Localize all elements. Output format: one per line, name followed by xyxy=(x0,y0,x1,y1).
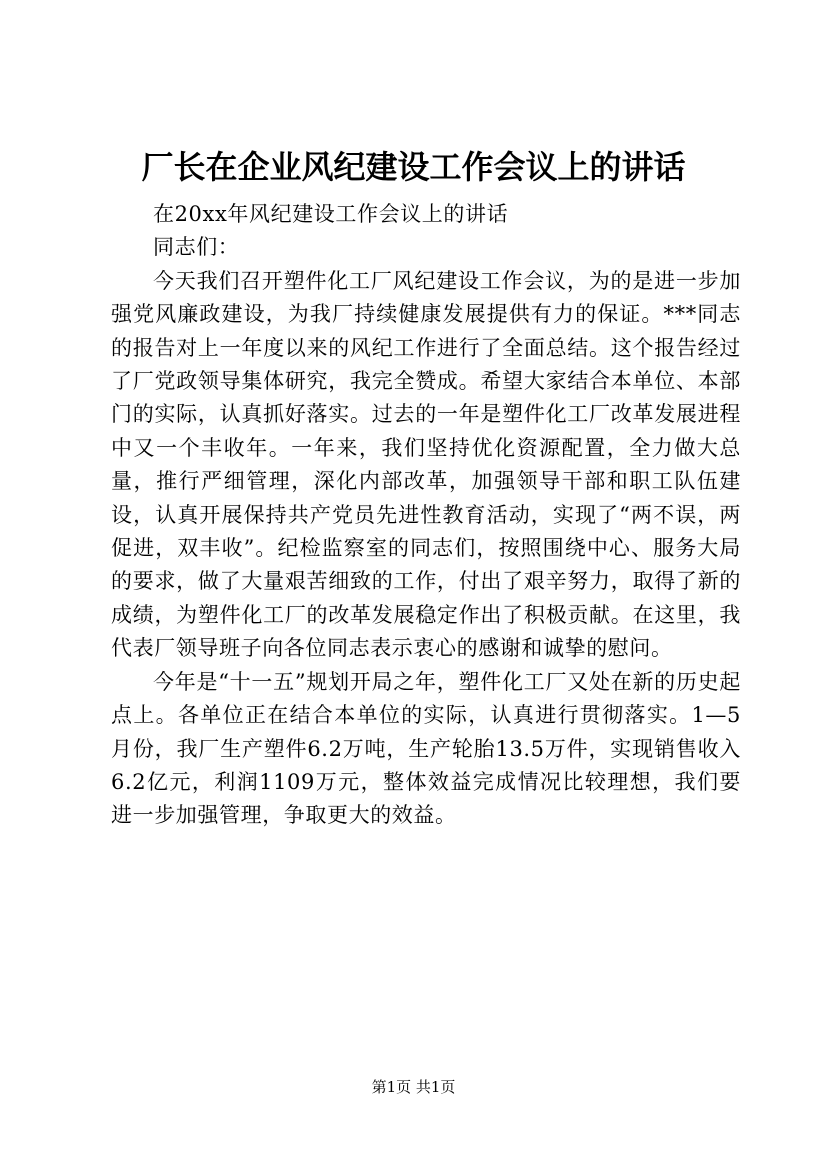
subtitle: 在20xx年风纪建设工作会议上的讲话 xyxy=(153,202,509,226)
salutation: 同志们： xyxy=(153,235,240,260)
paragraph-2: 今年是“十一五”规划开局之年，塑件化工厂又处在新的历史起点上。各单位正在结合本单位的实际，认真进行贯彻落实。1—5月份，我厂生产塑件6.2万吨，生产轮胎13.5万件，实现销售收入6.2亿元，利润1109万元，整体效益完成情况比较理想，我们要进一步加强管理，争取更大的效益。 xyxy=(111,669,741,828)
paragraph-1: 今天我们召开塑件化工厂风纪建设工作会议，为的是进一步加强党风廉政建设，为我厂持续健康发展提供有力的保证。***同志的报告对上一年度以来的风纪工作进行了全面总结。这个报告经过了厂党政领导集体研究，我完全赞成。希望大家结合本单位、本部门的实际，认真抓好落实。过去的一年是塑件化工厂改革发展进程中又一个丰收年。一年来，我们坚持优化资源配置，全力做大总量，推行严细管理，深化内部改革，加强领导干部和职工队伍建设，认真开展保持共产党员先进性教育活动，实现了“两不误，两促进，双丰收”。纪检监察室的同志们，按照围绕中心、服务大局的要求，做了大量艰苦细致的工作，付出了艰辛努力，取得了新的成绩，为塑件化工厂的改革发展稳定作出了积极贡献。在这里，我代表厂领导班子向各位同志表示衷心的感谢和诚挚的慰问。 xyxy=(111,268,741,661)
page-footer: 第1页 共1页 xyxy=(371,1078,456,1096)
document-title: 厂长在企业风纪建设工作会议上的讲话 xyxy=(141,148,686,186)
document-body xyxy=(111,198,741,833)
